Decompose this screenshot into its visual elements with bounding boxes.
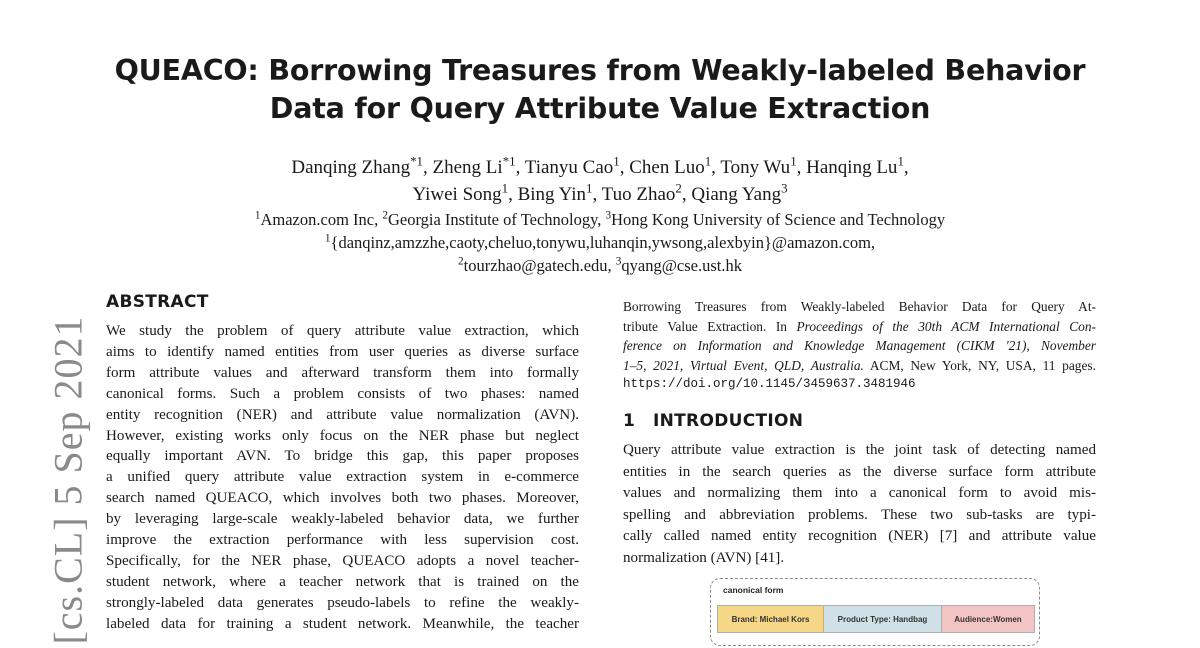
introduction-heading [623, 411, 803, 431]
intro-line: cally called named entity recognition (NER) [7] and attribute value [623, 528, 1096, 544]
doi-link[interactable]: https://doi.org/10.1145/3459637.3481946 [623, 377, 916, 392]
abstract-line: equally important AVN. To bridge this gap, this paper proposes [106, 448, 579, 465]
title-line-2: Data for Query Attribute Value Extraction [269, 92, 931, 125]
abstract-line: entity recognition (NER) and attribute value normalization (AVN). [106, 406, 579, 423]
product-type-cell: Product Type: Handbag [824, 606, 942, 632]
author-name: Hanqing Lu [806, 157, 898, 178]
author-line-2: Yiwei Song$^1$, Bing Yin$^1$, Tuo Zhao$^2$, Qiang Yang$^3$ [412, 180, 788, 205]
abstract-line: search named QUEACO, which involves both two phases. Moreover, [106, 490, 579, 507]
abstract-line: We study the problem of query attribute value extraction, which [106, 323, 579, 339]
paper-title [60, 52, 1140, 128]
abstract-line: Specifically, for the NER phase, QUEACO adopts a novel teacher- [106, 552, 579, 569]
email-sup: 3 [615, 255, 622, 268]
abstract-line: aims to identify named entities from user queries as diverse surface [106, 343, 579, 360]
section-number: 1 [623, 411, 636, 431]
reference-publisher: ACM, New York, NY, USA, 11 pages. [863, 357, 1096, 373]
author-name: Qiang Yang [691, 184, 782, 205]
intro-line: entities in the search queries as the diverse surface form attribute [623, 463, 1096, 480]
abstract-heading: ABSTRACT [106, 292, 209, 312]
author-sup: *1 [502, 153, 516, 169]
author-name: Zheng Li [432, 157, 503, 178]
title-line-1: QUEACO: Borrowing Treasures from Weakly-labeled Behavior [114, 54, 1086, 87]
figure-canonical-form [710, 578, 1040, 646]
email-sup: 2 [458, 255, 464, 268]
author-name: Yiwei Song [412, 184, 502, 205]
audience-cell: Audience:Women [942, 606, 1034, 632]
author-sup: 1 [704, 153, 712, 169]
reference-text: tribute Value Extraction. In [623, 318, 797, 334]
reference-date: 1–5, 2021, Virtual Event, QLD, Australia. [623, 357, 864, 373]
abstract-line: canonical forms. Such a problem consists of two phases: named [106, 385, 579, 402]
affiliation-sup: 1 [254, 209, 261, 222]
abstract-line: a unified query attribute value extraction system in e-commerce [106, 469, 579, 486]
abstract-text [106, 321, 579, 635]
author-list [60, 154, 1140, 208]
abstract-line: strongly-labeled data generates pseudo-labels to refine the weakly- [106, 594, 579, 611]
acm-reference [623, 297, 1096, 395]
email-line-1 [60, 231, 1140, 254]
author-sup: 2 [675, 180, 682, 196]
abstract-line: form attribute values and afterward transform them into formally [106, 364, 579, 381]
intro-line: spelling and abbreviation problems. These two sub-tasks are typi- [623, 506, 1096, 523]
abstract-line: However, existing works only focus on the NER phase but neglect [106, 427, 579, 444]
abstract-line: improve the extraction performance with less supervision cost. [106, 532, 579, 549]
affiliation-name: Hong Kong University of Science and Technology [611, 210, 946, 229]
reference-line-2 [623, 317, 1096, 337]
canonical-form-row [717, 605, 1035, 633]
author-sup: *1 [410, 153, 423, 169]
author-sup: 1 [613, 153, 620, 169]
abstract-line: student network, where a teacher network that is trained on the [106, 573, 579, 590]
author-name: Danqing Zhang [291, 157, 411, 178]
email-line-2 [60, 254, 1140, 277]
reference-line-3 [623, 336, 1096, 356]
affiliations [60, 208, 1140, 277]
author-sup: 3 [781, 180, 788, 196]
affiliation-line [60, 208, 1140, 231]
email-text: tourzhao@gatech.edu, [463, 256, 616, 275]
author-name: Tony Wu [720, 157, 791, 178]
abstract-line: labeled data for training a student network. Meanwhile, the teacher [106, 615, 579, 632]
reference-line-1: Borrowing Treasures from Weakly-labeled Behavior Data for Query At- [623, 299, 1096, 314]
figure-label: canonical form [723, 585, 784, 595]
email-text: {danqinz,amzzhe,caoty,cheluo,tonywu,luhanqin,ywsong,alexbyin}@amazon.com, [330, 233, 876, 252]
intro-line: normalization (AVN) [41]. [623, 549, 785, 566]
email-sup: 1 [324, 232, 331, 245]
reference-venue: Proceedings of the 30th ACM International Con- [796, 318, 1096, 334]
author-name: Tianyu Cao [524, 157, 614, 178]
author-sup: 1 [897, 153, 904, 169]
affiliation-name: Georgia Institute of Technology, [387, 210, 606, 229]
affiliation-name: Amazon.com Inc, [260, 210, 383, 229]
intro-line: values and normalizing them into a canonical form to avoid mis- [623, 485, 1096, 501]
intro-line: Query attribute value extraction is the joint task of detecting named [623, 442, 1096, 458]
email-text: qyang@cse.ust.hk [621, 256, 742, 275]
author-line-1: Danqing Zhang$^{*1}$, Zheng Li$^{*1}$, Tianyu Cao$^1$, Chen Luo$^1$, Tony Wu$^1$, Hanqing Lu$^1$, [291, 153, 909, 178]
affiliation-sup: 3 [605, 209, 612, 222]
abstract-line: by leveraging large-scale weakly-labeled behavior data, we further [106, 511, 579, 528]
author-sup: 1 [586, 180, 593, 196]
arxiv-stamp: [cs.CL] 5 Sep 2021 [45, 315, 91, 645]
reference-venue-cont: ference on Information and Knowledge Management (CIKM '21), November [623, 338, 1096, 354]
section-title: INTRODUCTION [653, 411, 804, 431]
author-sup: 1 [501, 180, 509, 196]
affiliation-sup: 2 [382, 209, 388, 222]
author-name: Tuo Zhao [601, 184, 676, 205]
reference-line-4 [623, 356, 1096, 376]
brand-cell: Brand: Michael Kors [718, 606, 824, 632]
author-name: Bing Yin [517, 184, 587, 205]
author-name: Chen Luo [629, 157, 705, 178]
author-sup: 1 [790, 153, 797, 169]
introduction-text [623, 440, 1096, 569]
